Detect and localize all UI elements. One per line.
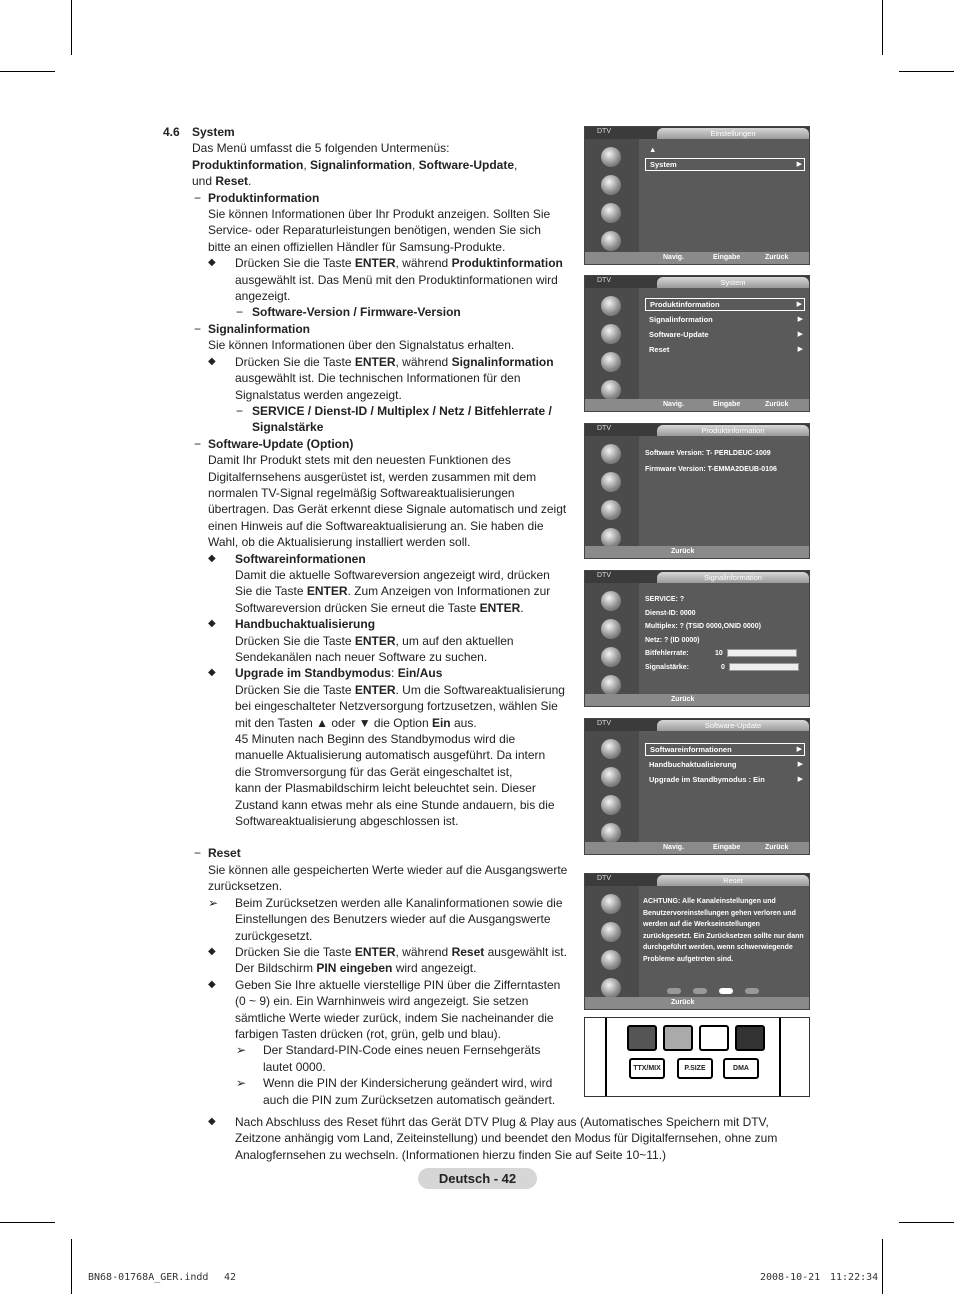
setup-gear-icon [601, 950, 621, 970]
setup-gear-icon [601, 647, 621, 667]
picture-icon [601, 739, 621, 759]
input-icon [601, 978, 621, 998]
osd-screen-software-update: DTV Software-Update Softwareinformationen ▶ Handbuchaktualisierung ▶ Upgrade im Standbymodus : Ein ▶ Navig. Eingabe Zurück [584, 718, 810, 855]
signalinfo-heading: − Signalinformation [194, 321, 310, 336]
signal-strength-bar [729, 663, 799, 671]
psize-button: P.SIZE [677, 1058, 713, 1079]
crop-mark [899, 71, 954, 72]
picture-icon [601, 147, 621, 167]
dma-button: DMA [723, 1058, 759, 1079]
picture-icon [601, 444, 621, 464]
remote-control-illustration [584, 1017, 810, 1097]
osd-menu-item: System ▶ [645, 158, 805, 171]
picture-icon [601, 296, 621, 316]
softwareupdate-heading: − Software-Update (Option) [194, 436, 354, 451]
input-icon [601, 528, 621, 548]
crop-mark [0, 71, 55, 72]
osd-screen-produktinformation: DTV Produktinformation Software Version: T- PERLDEUC-1009 Firmware Version: T-EMMA2DEUB-0106 Zurück [584, 423, 810, 559]
crop-mark [899, 1222, 954, 1223]
section-heading: 4.6 System [163, 125, 235, 139]
sound-icon [601, 922, 621, 942]
green-key [663, 1025, 693, 1051]
sound-icon [601, 619, 621, 639]
bit-error-bar [727, 649, 797, 657]
page-number-badge: Deutsch - 42 [418, 1168, 537, 1189]
crop-mark [882, 1239, 883, 1294]
reset-final-bullet: ◆ Nach Abschluss des Reset führt das Gerät DTV Plug & Play aus (Automatisches Speichern mit DTV, Zeitzone anhängig vom Land, Zeiteinstellung) und beendet den Modus für Digitalfernsehen, ohne zum Analogfernsehen zu wechseln. (Informationen hierzu finden Sie auf Seite 10~11.) [208, 1115, 778, 1162]
sound-icon [601, 767, 621, 787]
osd-screen-reset: DTV Reset ACHTUNG: Alle Kanaleinstellungen und Benutzervoreinstellungen gehen verloren und werden auf die Werkseinstellungen zurückgesetzt. Ein Zurücksetzen sollte nur dann durchgeführt werden, wenn schwerwiegende Probleme aufgetreten sind. Zurück [584, 873, 810, 1010]
yellow-key [699, 1025, 729, 1051]
osd-screen-system: DTV System Produktinformation ▶ Signalinformation ▶ Software-Update ▶ Reset ▶ Navig. Eingabe Zurück [584, 275, 810, 412]
ttx-mix-button: TTX/MIX [629, 1058, 665, 1079]
osd-menu-item: Produktinformation ▶ [645, 298, 805, 311]
sound-icon [601, 324, 621, 344]
setup-gear-icon [601, 500, 621, 520]
crop-mark [882, 0, 883, 55]
osd-menu-item: Reset ▶ [649, 345, 803, 354]
sound-icon [601, 175, 621, 195]
sound-icon [601, 472, 621, 492]
input-icon [601, 675, 621, 695]
osd-menu-item: Handbuchaktualisierung ▶ [649, 760, 803, 769]
osd-menu-item: Upgrade im Standbymodus : Ein ▶ [649, 775, 803, 784]
osd-menu-item: Softwareinformationen ▶ [645, 743, 805, 756]
osd-screen-signalinformation: DTV Signalinformation SERVICE: ? Dienst-ID: 0000 Multiplex: ? (TSID 0000,ONID 0000) Netz: ? (ID 0000) Bitfehlerrate: 10 Signalstärke: 0 Zurück [584, 570, 810, 707]
produktinfo-heading: − Produktinformation [194, 190, 320, 205]
setup-gear-icon [601, 795, 621, 815]
setup-gear-icon [601, 352, 621, 372]
input-icon [601, 380, 621, 400]
red-key [627, 1025, 657, 1051]
osd-menu-item: Software-Update ▶ [649, 330, 803, 339]
reset-heading: − Reset [194, 846, 241, 861]
picture-icon [601, 894, 621, 914]
setup-gear-icon [601, 203, 621, 223]
osd-screen-einstellungen: DTV Einstellungen ▲ System ▶ Navig. Eingabe Zurück [584, 126, 810, 265]
crop-mark [71, 1239, 72, 1294]
submenu-list: Produktinformation, Signalinformation, Software-Update, [192, 157, 518, 172]
osd-menu-item: Signalinformation ▶ [649, 315, 803, 324]
picture-icon [601, 591, 621, 611]
crop-mark [0, 1222, 55, 1223]
input-icon [601, 231, 621, 251]
manual-text: 4.6 System Das Menü umfasst die 5 folgenden Untermenüs: Produktinformation, Signalinformation, Software-Update, und Reset. − Produktinformation Sie können Informationen über Ihr Produkt anzeigen. Sollten Sie Service- oder Reparaturleistungen benötigen, wenden Sie sich bitte an einen offiziellen Händler für Samsung-Produkte. ◆ Drücken Sie die Taste ENTER, während Produktinformation ausgewählt ist. Das Menü mit den Produktinformationen wird angezeigt. − Software-Version / Firmware-Version − Signalinformation Sie können Informationen über den Signalstatus erhalten. ◆ Drücken Sie die Taste ENTER, während Signalinformation ausgewählt ist. Die technischen Informationen für den Signalstatus werden angezeigt. − SERVICE / Dienst-ID / Multiplex / Netz / Bitfehlerrate / Signalstärke − Software-Update (Option) Damit Ihr Produkt stets mit den neuesten Funktionen des Digitalfernsehens ausgerüstet ist, werden zusammen mit dem normalen TV-Signal regelmäßig Softwareaktualisierungen übertragen. Das Gerät erkennt diese Signale automatisch und zeigt einen Hinweis auf die Softwareaktualisierung an. Sie haben die Wahl, ob die Aktualisierung installiert werden soll. ◆ Softwareinformationen Damit die aktuelle Softwareversion angezeigt wird, drücken Sie die Taste ENTER. Zum Anzeigen von Informationen zur Softwareversion drücken Sie erneut die Taste ENTER. ◆ Handbuchaktualisierung Drücken Sie die Taste ENTER, um auf den aktuellen Sendekanälen nach neuer Software zu suchen. ◆ Upgrade im Standbymodus: Ein/Aus Drücken Sie die Taste ENTER. Um die Softwareaktualisierung bei eingeschalteter Netzversorgung fortzusetzen, wählen Sie mit den Tasten ▲ oder ▼ die Option Ein aus. 45 Minuten nach Beginn des Standbymodus wird die manuelle Aktualisierung automatisch ausgeführt. Da intern die Stromversorgung für das Gerät eingeschaltet ist, kann der Plasmabildschirm leicht beleuchtet sein. Dieser Zustand kann etwas mehr als eine Stunde andauern, bis die Softwareaktualisierung abgeschlossen ist. − Reset Sie können alle gespeicherten Werte wieder auf die Ausgangswerte zurücksetzen. ➢ Beim Zurücksetzen werden alle Kanalinformationen sowie die Einstellungen des Benutzers wieder auf die Ausgangswerte zurückgesetzt. ◆ Drücken Sie die Taste ENTER, während Reset ausgewählt ist. Der Bildschirm PIN eingeben wird angezeigt. ◆ Geben Sie Ihre aktuelle vierstellige PIN über die Zifferntasten (0 ~ 9) ein. Ein Warnhinweis wird angezeigt. Sie setzen sämtliche Werte wieder zurück, indem Sie nacheinander die farbigen Tasten drücken (rot, grün, gelb und blau). ➢ Der Standard-PIN-Code eines neuen Fernsehgeräts lautet 0000. ➢ Wenn die PIN der Kindersicherung geändert wird, wird auch die PIN zum Zurücksetzen automatisch geändert. [163, 124, 578, 1108]
crop-mark [71, 0, 72, 55]
input-icon [601, 823, 621, 843]
blue-key [735, 1025, 765, 1051]
